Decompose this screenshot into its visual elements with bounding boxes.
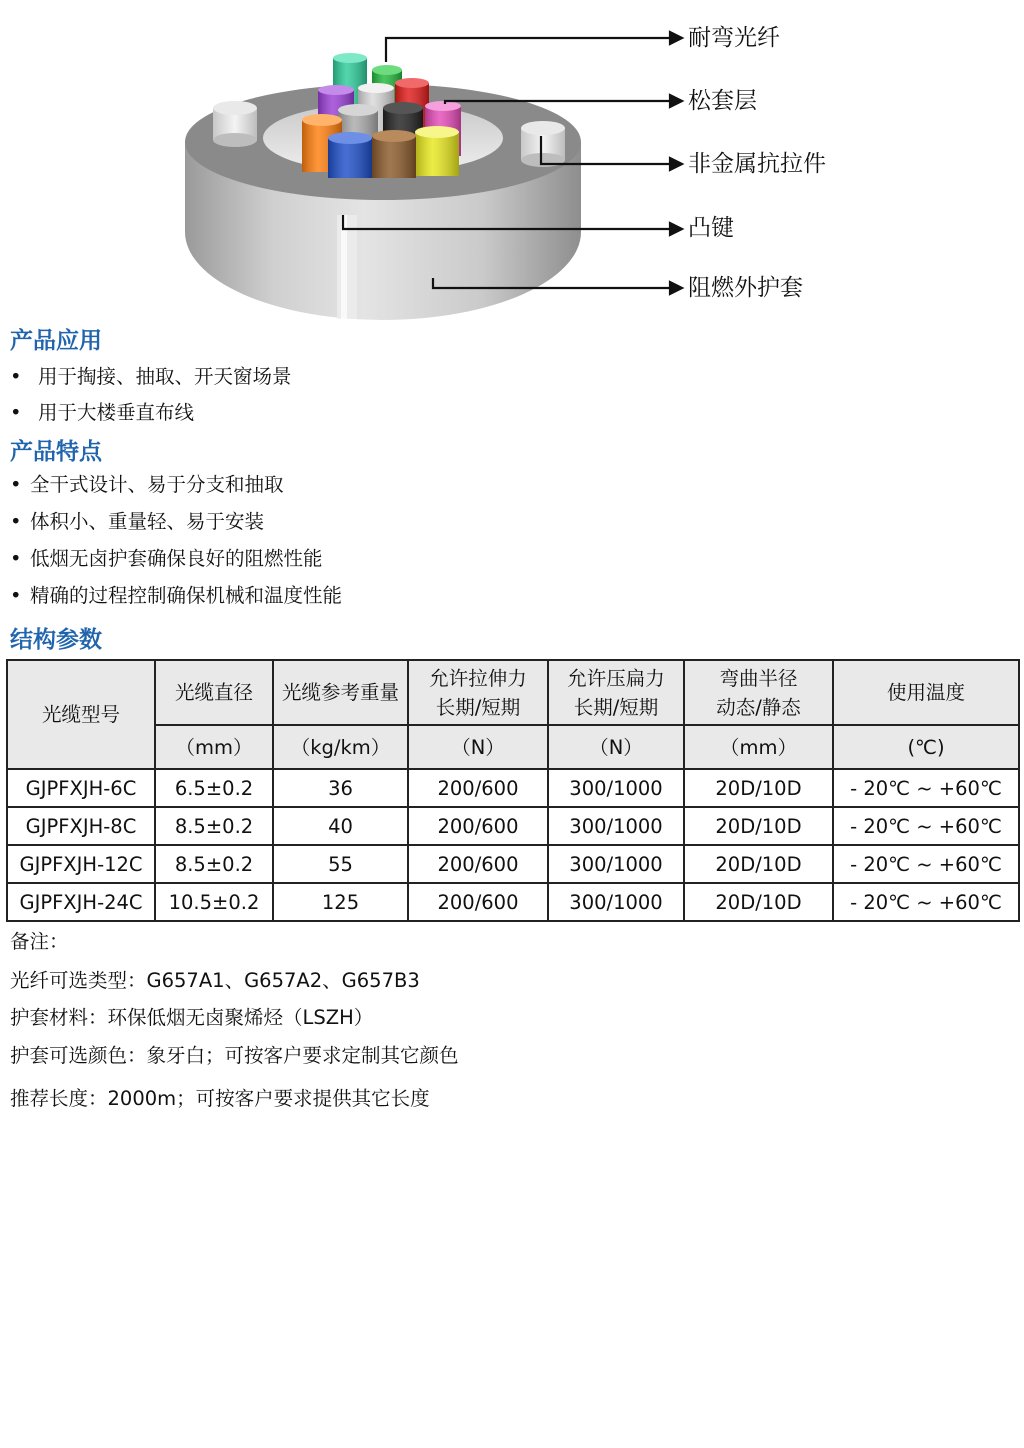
callout-loose-tube: 松套层 bbox=[688, 88, 757, 114]
unit-temperature: (℃) bbox=[833, 725, 1019, 769]
cell-model: GJPFXJH-24C bbox=[7, 883, 155, 921]
strength-member-right bbox=[521, 121, 565, 167]
cell-weight: 125 bbox=[273, 883, 408, 921]
header-tensile: 允许拉伸力 长期/短期 bbox=[408, 660, 548, 725]
section-title-application: 产品应用 bbox=[10, 328, 102, 354]
table-row bbox=[7, 845, 1019, 883]
cell-weight: 36 bbox=[273, 769, 408, 807]
unit-bend-radius: （mm） bbox=[684, 725, 833, 769]
section-title-structure: 结构参数 bbox=[10, 627, 102, 653]
callout-key: 凸键 bbox=[688, 215, 734, 241]
header-model: 光缆型号 bbox=[7, 660, 155, 769]
cell-tensile: 200/600 bbox=[408, 883, 548, 921]
cell-diameter: 10.5±0.2 bbox=[155, 883, 273, 921]
list-item: • 低烟无卤护套确保良好的阻燃性能 bbox=[10, 544, 342, 581]
cell-temperature: - 20℃ ~ +60℃ bbox=[833, 807, 1019, 845]
cell-weight: 40 bbox=[273, 807, 408, 845]
list-item: • 精确的过程控制确保机械和温度性能 bbox=[10, 581, 342, 618]
cell-crush: 300/1000 bbox=[548, 807, 684, 845]
cell-crush: 300/1000 bbox=[548, 769, 684, 807]
cell-bend-radius: 20D/10D bbox=[684, 807, 833, 845]
list-item: • 体积小、重量轻、易于安装 bbox=[10, 507, 342, 544]
callout-strength-member: 非金属抗拉件 bbox=[688, 151, 826, 177]
loose-tubes bbox=[302, 53, 461, 178]
cell-crush: 300/1000 bbox=[548, 845, 684, 883]
header-diameter: 光缆直径 bbox=[155, 660, 273, 725]
cell-model: GJPFXJH-12C bbox=[7, 845, 155, 883]
table-row bbox=[7, 807, 1019, 845]
cell-temperature: - 20℃ ~ +60℃ bbox=[833, 845, 1019, 883]
cell-model: GJPFXJH-6C bbox=[7, 769, 155, 807]
header-bend-radius: 弯曲半径 动态/静态 bbox=[684, 660, 833, 725]
cell-weight: 55 bbox=[273, 845, 408, 883]
cell-diameter: 8.5±0.2 bbox=[155, 845, 273, 883]
section-title-features: 产品特点 bbox=[10, 439, 102, 465]
note-fiber-type: 光纤可选类型：G657A1、G657A2、G657B3 bbox=[10, 969, 420, 992]
note-jacket-color: 护套可选颜色：象牙白；可按客户要求定制其它颜色 bbox=[10, 1044, 459, 1067]
unit-diameter: （mm） bbox=[155, 725, 273, 769]
table-row bbox=[7, 883, 1019, 921]
header-temperature: 使用温度 bbox=[833, 660, 1019, 725]
unit-weight: （kg/km） bbox=[273, 725, 408, 769]
header-weight: 光缆参考重量 bbox=[273, 660, 408, 725]
cell-diameter: 6.5±0.2 bbox=[155, 769, 273, 807]
cable-cross-section-svg bbox=[0, 0, 1024, 322]
cell-model: GJPFXJH-8C bbox=[7, 807, 155, 845]
cell-crush: 300/1000 bbox=[548, 883, 684, 921]
cell-temperature: - 20℃ ~ +60℃ bbox=[833, 769, 1019, 807]
callout-fiber: 耐弯光纤 bbox=[688, 25, 780, 51]
cell-bend-radius: 20D/10D bbox=[684, 845, 833, 883]
cell-tensile: 200/600 bbox=[408, 769, 548, 807]
notes-label: 备注： bbox=[10, 930, 69, 953]
cell-tensile: 200/600 bbox=[408, 807, 548, 845]
cable-illustration bbox=[0, 0, 1024, 322]
cell-tensile: 200/600 bbox=[408, 845, 548, 883]
unit-crush: （N） bbox=[548, 725, 684, 769]
features-list bbox=[10, 470, 342, 618]
table-row bbox=[7, 769, 1019, 807]
callout-jacket: 阻燃外护套 bbox=[688, 275, 803, 301]
cell-bend-radius: 20D/10D bbox=[684, 883, 833, 921]
strength-member-left bbox=[213, 101, 257, 147]
structure-parameter-table bbox=[6, 659, 1020, 922]
cell-temperature: - 20℃ ~ +60℃ bbox=[833, 883, 1019, 921]
unit-tensile: （N） bbox=[408, 725, 548, 769]
note-recommended-length: 推荐长度：2000m；可按客户要求提供其它长度 bbox=[10, 1087, 430, 1110]
header-crush: 允许压扁力 长期/短期 bbox=[548, 660, 684, 725]
cell-diameter: 8.5±0.2 bbox=[155, 807, 273, 845]
list-item: • 用于掏接、抽取、开天窗场景 bbox=[10, 362, 292, 398]
cell-bend-radius: 20D/10D bbox=[684, 769, 833, 807]
application-list bbox=[10, 362, 292, 434]
note-jacket-material: 护套材料：环保低烟无卤聚烯烃（LSZH） bbox=[10, 1006, 374, 1029]
list-item: • 用于大楼垂直布线 bbox=[10, 398, 292, 434]
list-item: • 全干式设计、易于分支和抽取 bbox=[10, 470, 342, 507]
